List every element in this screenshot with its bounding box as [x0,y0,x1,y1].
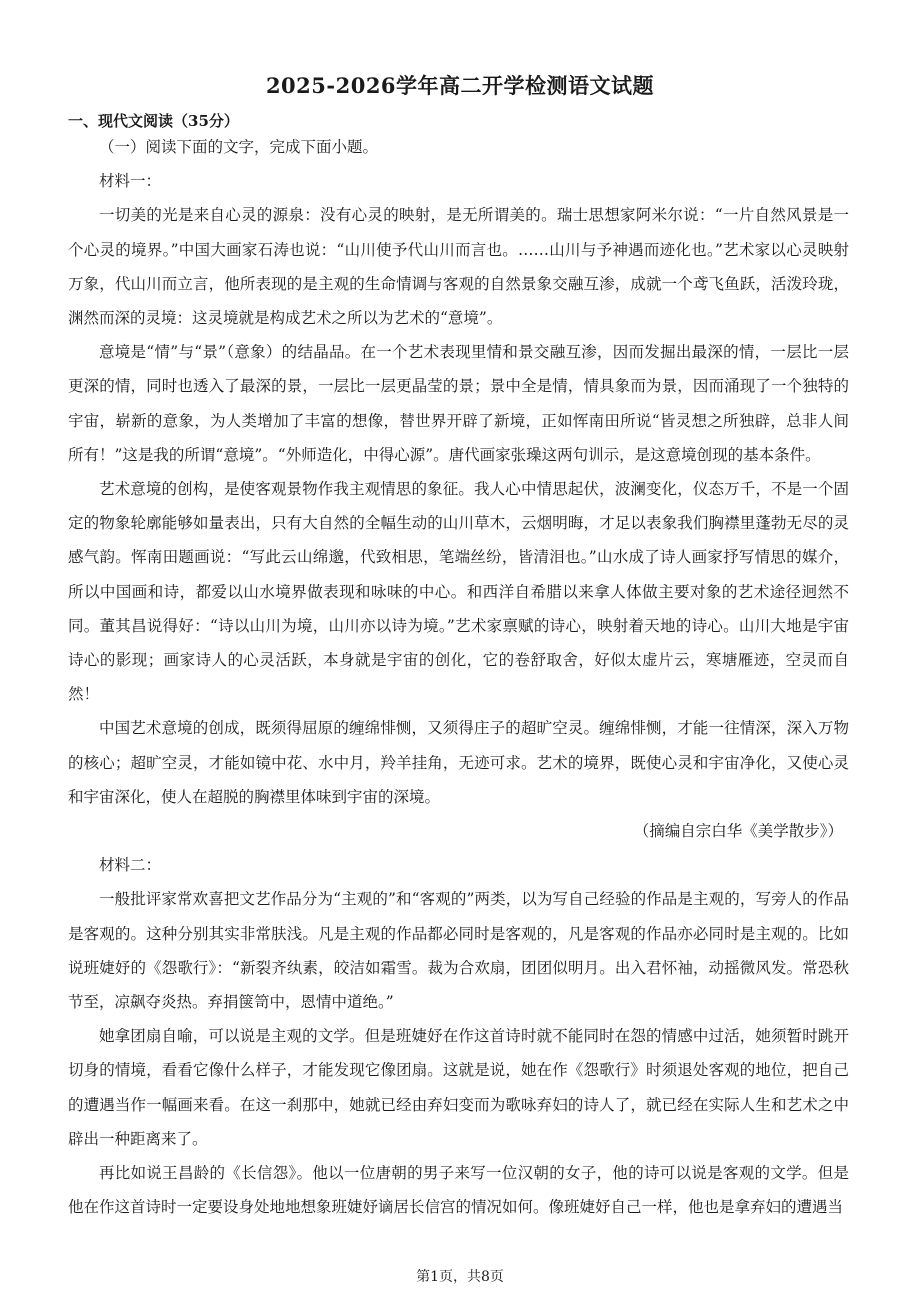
material-1-paragraph: 意境是“情”与“景”（意象）的结晶品。在一个艺术表现里情和景交融互渗，因而发掘出最深的情，一层比一层更深的情，同时也透入了最深的景，一层比一层更晶莹的景；景中全是情，情具象而为景，因而涌现了一个独特的宇宙，崭新的意象，为人类增加了丰富的想像，替世界开辟了新境，正如恽南田所说“皆灵想之所独辟，总非人间所有！”这是我的所谓“意境”。“外师造化，中得心源”。唐代画家张璪这两句训示，是这意境创现的基本条件。 [68,343,849,464]
material-1-paragraph: 艺术意境的创构，是使客观景物作我主观情思的象征。我人心中情思起伏，波澜变化，仪态万千，不是一个固定的物象轮廓能够如量表出，只有大自然的全幅生动的山川草木，云烟明晦，才足以表象我们胸襟里蓬勃无尽的灵感气韵。恽南田题画说：“写此云山绵邈，代致相思，笔端丝纷，皆清泪也。”山水成了诗人画家抒写情思的媒介，所以中国画和诗，都爱以山水境界做表现和咏味的中心。和西洋自希腊以来拿人体做主要对象的艺术途径迥然不同。董其昌说得好：“诗以山川为境，山川亦以诗为境。”艺术家禀赋的诗心，映射着天地的诗心。山川大地是宇宙诗心的影现；画家诗人的心灵活跃，本身就是宇宙的创化，它的卷舒取舍，好似太虚片云，寒塘雁迹，空灵而自然！ [68,480,849,704]
instruction-text: （一）阅读下面的文字，完成下面小题。 [99,138,379,156]
material-2-paragraph: 再比如说王昌龄的《长信怨》。他以一位唐朝的男子来写一位汉朝的女子，他的诗可以说是客观的文学。但是他在作这首诗时一定要设身处地地想象班婕妤谪居长信宫的情况如何。像班婕妤自己一样，他也是拿弃妇的遭遇当 [68,1164,849,1217]
page-title: 2025-2026学年高二开学检测语文试题 [265,73,655,98]
section-heading: 一、现代文阅读（35分） [68,112,239,130]
reading-passage [68,130,849,1225]
material-1-source: （摘编自宗白华《美学散步》） [633,822,843,841]
page-number-footer: 第1页，共8页 [416,1269,504,1285]
material-1-label: 材料一： [99,172,162,191]
material-1-paragraph: 中国艺术意境的创成，既须得屈原的缠绵悱恻，又须得庄子的超旷空灵。缠绵悱恻，才能一往情深，深入万物的核心；超旷空灵，才能如镜中花、水中月，羚羊挂角，无迹可求。艺术的境界，既使心灵和宇宙净化，又使心灵和宇宙深化，使人在超脱的胸襟里体味到宇宙的深境。 [68,719,849,806]
material-2-label: 材料二： [99,856,162,875]
material-2-paragraph: 一般批评家常欢喜把文艺作品分为“主观的”和“客观的”两类，以为写自己经验的作品是主观的，写旁人的作品是客观的。这种分别其实非常肤浅。凡是主观的作品都必同时是客观的，凡是客观的作品亦必同时是主观的。比如说班婕妤的《怨歌行》：“新裂齐纨素，皎洁如霜雪。裁为合欢扇，团团似明月。出入君怀袖，动摇微风发。常恐秋节至，凉飙夺炎热。弃捐箧笥中，恩情中道绝。” [68,890,849,1012]
material-2-paragraph: 她拿团扇自喻，可以说是主观的文学。但是班婕妤在作这首诗时就不能同时在怨的情感中过活，她须暂时跳开切身的情境，看看它像什么样子，才能发现它像团扇。这就是说，她在作《怨歌行》时须退处客观的地位，把自己的遭遇当作一幅画来看。在这一刹那中，她就已经由弃妇变而为歌咏弃妇的诗人了，就已经在实际人生和艺术之中辟出一种距离来了。 [68,1027,849,1148]
material-1-paragraph: 一切美的光是来自心灵的源泉：没有心灵的映射，是无所谓美的。瑞士思想家阿米尔说：“一片自然风景是一个心灵的境界。”中国大画家石涛也说：“山川使予代山川而言也。……山川与予神遇而迹化也。”艺术家以心灵映射万象，代山川而立言，他所表现的是主观的生命情调与客观的自然景象交融互渗，成就一个鸢飞鱼跃，活泼玲珑，渊然而深的灵境：这灵境就是构成艺术之所以为艺术的“意境”。 [68,206,849,328]
